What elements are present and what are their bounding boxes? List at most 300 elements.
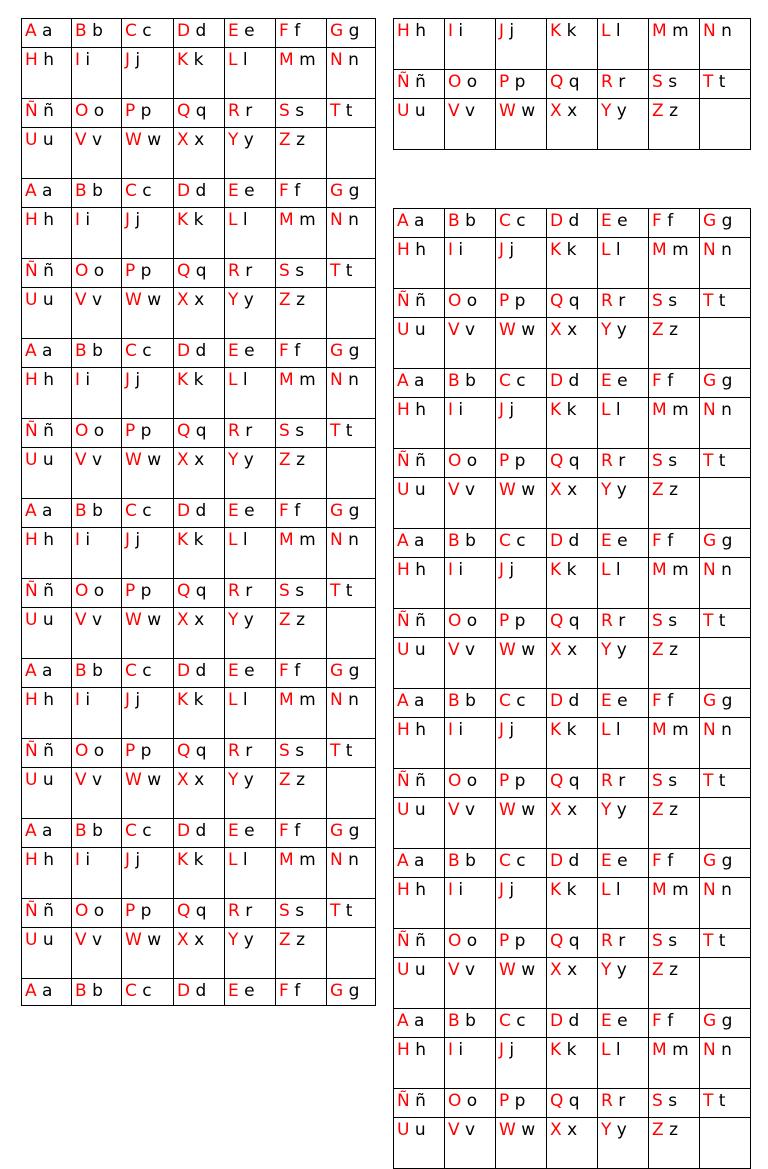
letter-cell [72,179,122,208]
letter-cell [649,1038,700,1089]
alphabet-row [394,1038,751,1089]
lowercase-letter: v [92,290,103,310]
letter-cell [394,289,445,318]
lowercase-letter: s [295,741,305,761]
uppercase-letter: J [499,400,505,420]
lowercase-letter: r [245,261,253,281]
uppercase-letter: V [448,101,460,121]
letter-cell [547,609,598,638]
lowercase-letter: ñ [43,581,54,601]
uppercase-letter: P [499,291,510,311]
letter-cell [72,899,122,928]
letter-cell [276,448,327,499]
uppercase-letter: N [703,560,716,580]
alphabet-row [394,398,751,449]
uppercase-letter: F [279,981,289,1001]
uppercase-letter: E [228,981,239,1001]
uppercase-letter: D [550,531,564,551]
lowercase-letter: l [242,370,248,390]
uppercase-letter: B [448,1011,460,1031]
lowercase-letter: i [458,880,464,900]
uppercase-letter: O [448,291,462,311]
uppercase-letter: J [499,240,505,260]
uppercase-letter: X [550,1120,562,1140]
letter-cell [598,689,649,718]
lowercase-letter: a [42,981,53,1001]
uppercase-letter: C [125,981,137,1001]
lowercase-letter: e [617,851,628,871]
lowercase-letter: n [348,370,359,390]
lowercase-letter: j [509,720,515,740]
lowercase-letter: n [721,720,732,740]
uppercase-letter: X [177,610,189,630]
lowercase-letter: t [718,931,726,951]
lowercase-letter: v [465,101,476,121]
letter-cell [174,659,225,688]
uppercase-letter: K [177,850,189,870]
lowercase-letter: q [195,101,207,121]
letter-cell [22,819,72,848]
lowercase-letter: y [243,770,254,790]
lowercase-letter: u [414,640,426,660]
letter-cell [547,209,598,238]
letter-cell [225,739,276,768]
uppercase-letter: Q [550,771,564,791]
lowercase-letter: ñ [43,901,54,921]
uppercase-letter: G [330,341,344,361]
uppercase-letter: L [601,240,611,260]
alphabet-row [394,99,751,150]
uppercase-letter: I [448,1040,454,1060]
uppercase-letter: K [550,21,562,41]
uppercase-letter: Y [228,770,239,790]
lowercase-letter: l [615,880,621,900]
uppercase-letter: D [177,21,191,41]
lowercase-letter: q [195,901,207,921]
lowercase-letter: k [193,50,204,70]
lowercase-letter: m [672,1040,689,1060]
lowercase-letter: j [509,21,515,41]
letter-cell [225,688,276,739]
uppercase-letter: U [25,130,38,150]
lowercase-letter: t [345,581,353,601]
lowercase-letter: t [718,771,726,791]
letter-cell [700,449,751,478]
uppercase-letter: K [550,560,562,580]
lowercase-letter: v [92,930,103,950]
lowercase-letter: v [465,320,476,340]
lowercase-letter: j [135,210,141,230]
uppercase-letter: R [601,611,613,631]
lowercase-letter: h [43,370,54,390]
letter-cell [598,878,649,929]
letter-cell [547,958,598,1009]
uppercase-letter: F [652,1011,662,1031]
lowercase-letter: f [294,501,301,521]
uppercase-letter: B [448,851,460,871]
letter-cell [327,259,376,288]
lowercase-letter: q [568,1091,580,1111]
uppercase-letter: N [703,21,716,41]
letter-cell [394,718,445,769]
lowercase-letter: c [142,21,152,41]
lowercase-letter: x [194,130,205,150]
uppercase-letter: J [125,210,131,230]
uppercase-letter: U [397,1120,410,1140]
uppercase-letter: O [448,611,462,631]
lowercase-letter: w [147,290,162,310]
alphabet-row [394,689,751,718]
uppercase-letter: T [703,291,714,311]
uppercase-letter: A [25,501,37,521]
lowercase-letter: j [509,1040,515,1060]
uppercase-letter: X [550,320,562,340]
alphabet-row [22,128,376,179]
letter-cell [700,718,751,769]
lowercase-letter: q [568,771,580,791]
lowercase-letter: l [615,1040,621,1060]
letter-cell [122,339,174,368]
lowercase-letter: w [521,800,536,820]
uppercase-letter: M [652,400,667,420]
uppercase-letter: X [177,770,189,790]
uppercase-letter: B [75,501,87,521]
letter-cell [649,318,700,369]
letter-cell [496,798,547,849]
lowercase-letter: d [568,1011,580,1031]
letter-cell [327,368,376,419]
uppercase-letter: Z [652,640,664,660]
letter-cell [22,419,72,448]
letter-cell [225,48,276,99]
letter-cell [394,1089,445,1118]
lowercase-letter: ñ [415,1091,426,1111]
uppercase-letter: D [550,371,564,391]
letter-cell [598,1118,649,1169]
uppercase-letter: J [125,530,131,550]
uppercase-letter: V [75,130,87,150]
letter-cell [700,1089,751,1118]
uppercase-letter: B [75,661,87,681]
letter-cell [72,259,122,288]
lowercase-letter: x [567,640,578,660]
uppercase-letter: Ñ [397,72,410,92]
lowercase-letter: ñ [415,771,426,791]
letter-cell [276,368,327,419]
letter-cell [72,848,122,899]
uppercase-letter: V [75,450,87,470]
lowercase-letter: d [568,691,580,711]
letter-cell [225,899,276,928]
letter-cell [496,238,547,289]
lowercase-letter: c [516,211,526,231]
letter-cell [700,958,751,1009]
lowercase-letter: e [617,371,628,391]
lowercase-letter: z [296,450,305,470]
uppercase-letter: N [330,370,343,390]
lowercase-letter: m [299,690,316,710]
letter-cell [22,768,72,819]
lowercase-letter: w [147,930,162,950]
lowercase-letter: f [294,661,301,681]
lowercase-letter: h [415,560,426,580]
letter-cell [649,1009,700,1038]
uppercase-letter: R [228,581,240,601]
lowercase-letter: z [296,930,305,950]
uppercase-letter: E [228,21,239,41]
lowercase-letter: i [85,690,91,710]
uppercase-letter: N [330,210,343,230]
lowercase-letter: ñ [43,741,54,761]
uppercase-letter: P [499,451,510,471]
letter-cell [700,318,751,369]
uppercase-letter: R [601,771,613,791]
letter-cell [72,288,122,339]
uppercase-letter: Y [601,800,612,820]
lowercase-letter: a [414,371,425,391]
uppercase-letter: D [177,981,191,1001]
lowercase-letter: a [42,661,53,681]
uppercase-letter: B [448,691,460,711]
letter-cell [547,718,598,769]
uppercase-letter: E [601,851,612,871]
lowercase-letter: u [42,450,54,470]
uppercase-letter: Z [279,930,291,950]
lowercase-letter: e [244,181,255,201]
letter-cell [122,288,174,339]
lowercase-letter: g [348,21,360,41]
letter-cell [72,48,122,99]
letter-cell [598,238,649,289]
uppercase-letter: F [279,661,289,681]
uppercase-letter: M [279,370,294,390]
lowercase-letter: j [509,560,515,580]
uppercase-letter: Y [228,130,239,150]
letter-cell [598,449,649,478]
uppercase-letter: G [330,661,344,681]
lowercase-letter: z [296,130,305,150]
uppercase-letter: R [601,1091,613,1111]
uppercase-letter: B [75,821,87,841]
uppercase-letter: R [228,901,240,921]
uppercase-letter: S [652,931,663,951]
lowercase-letter: o [466,931,478,951]
letter-cell [22,259,72,288]
letter-cell [598,289,649,318]
lowercase-letter: x [567,480,578,500]
uppercase-letter: H [25,530,38,550]
letter-cell [225,848,276,899]
letter-cell [547,369,598,398]
letter-cell [700,529,751,558]
uppercase-letter: B [75,21,87,41]
letter-cell [174,19,225,48]
lowercase-letter: x [567,1120,578,1140]
lowercase-letter: z [296,290,305,310]
right-bottom-alphabet-strip [393,208,751,1169]
lowercase-letter: k [566,720,577,740]
lowercase-letter: c [516,1011,526,1031]
uppercase-letter: U [397,480,410,500]
lowercase-letter: f [294,341,301,361]
lowercase-letter: g [721,851,733,871]
lowercase-letter: y [616,320,627,340]
alphabet-row [22,579,376,608]
uppercase-letter: S [652,771,663,791]
uppercase-letter: T [703,1091,714,1111]
lowercase-letter: p [140,901,152,921]
uppercase-letter: O [75,901,89,921]
lowercase-letter: u [414,800,426,820]
letter-cell [445,449,496,478]
lowercase-letter: w [147,130,162,150]
letter-cell [276,48,327,99]
alphabet-row [394,558,751,609]
uppercase-letter: Q [177,581,191,601]
uppercase-letter: K [550,1040,562,1060]
alphabet-row [22,768,376,819]
uppercase-letter: I [448,880,454,900]
lowercase-letter: c [516,531,526,551]
lowercase-letter: z [669,320,678,340]
lowercase-letter: y [243,930,254,950]
uppercase-letter: R [601,451,613,471]
uppercase-letter: Z [652,320,664,340]
uppercase-letter: I [448,400,454,420]
letter-cell [700,478,751,529]
uppercase-letter: X [177,930,189,950]
letter-cell [22,288,72,339]
letter-cell [225,819,276,848]
uppercase-letter: X [550,800,562,820]
lowercase-letter: m [299,210,316,230]
letter-cell [649,19,700,70]
letter-cell [547,558,598,609]
alphabet-row [394,798,751,849]
uppercase-letter: W [125,610,142,630]
uppercase-letter: X [177,450,189,470]
lowercase-letter: x [194,930,205,950]
uppercase-letter: Z [279,450,291,470]
lowercase-letter: b [465,1011,476,1031]
letter-cell [122,99,174,128]
lowercase-letter: j [135,370,141,390]
uppercase-letter: P [499,72,510,92]
letter-cell [598,70,649,99]
lowercase-letter: m [672,880,689,900]
lowercase-letter: o [466,451,478,471]
letter-cell [496,398,547,449]
letter-cell [598,478,649,529]
uppercase-letter: G [330,501,344,521]
lowercase-letter: m [299,850,316,870]
lowercase-letter: a [414,851,425,871]
uppercase-letter: Y [601,101,612,121]
uppercase-letter: G [330,181,344,201]
letter-cell [649,1118,700,1169]
uppercase-letter: L [228,850,238,870]
lowercase-letter: b [92,181,103,201]
lowercase-letter: x [567,800,578,820]
uppercase-letter: Y [601,960,612,980]
uppercase-letter: F [279,341,289,361]
lowercase-letter: e [617,531,628,551]
lowercase-letter: i [85,50,91,70]
lowercase-letter: h [415,21,426,41]
uppercase-letter: C [125,821,137,841]
letter-cell [445,849,496,878]
uppercase-letter: X [550,101,562,121]
uppercase-letter: U [25,290,38,310]
letter-cell [547,1118,598,1169]
lowercase-letter: z [669,640,678,660]
lowercase-letter: o [93,261,105,281]
lowercase-letter: t [345,261,353,281]
letter-cell [72,339,122,368]
uppercase-letter: U [397,101,410,121]
lowercase-letter: b [92,501,103,521]
lowercase-letter: q [195,261,207,281]
alphabet-row [394,1089,751,1118]
uppercase-letter: C [125,181,137,201]
letter-cell [598,849,649,878]
lowercase-letter: d [568,371,580,391]
letter-cell [174,739,225,768]
lowercase-letter: y [616,101,627,121]
letter-cell [445,238,496,289]
letter-cell [445,689,496,718]
uppercase-letter: R [601,931,613,951]
uppercase-letter: S [652,291,663,311]
letter-cell [327,979,376,1006]
letter-cell [598,929,649,958]
lowercase-letter: d [195,981,207,1001]
letter-cell [649,958,700,1009]
letter-cell [174,339,225,368]
uppercase-letter: C [499,371,511,391]
uppercase-letter: Y [228,450,239,470]
letter-cell [225,979,276,1006]
lowercase-letter: d [195,501,207,521]
alphabet-row [394,478,751,529]
letter-cell [122,259,174,288]
lowercase-letter: o [466,771,478,791]
letter-cell [327,659,376,688]
letter-cell [122,208,174,259]
alphabet-row [394,929,751,958]
letter-cell [122,979,174,1006]
lowercase-letter: k [566,880,577,900]
lowercase-letter: a [414,531,425,551]
alphabet-row [394,718,751,769]
letter-cell [122,768,174,819]
letter-cell [327,288,376,339]
alphabet-row [22,288,376,339]
lowercase-letter: y [243,290,254,310]
letter-cell [122,688,174,739]
uppercase-letter: A [25,661,37,681]
uppercase-letter: B [448,211,460,231]
alphabet-row [394,609,751,638]
letter-cell [22,608,72,659]
letter-cell [700,238,751,289]
lowercase-letter: t [718,72,726,92]
lowercase-letter: g [348,501,360,521]
alphabet-row [394,1009,751,1038]
lowercase-letter: f [667,371,674,391]
uppercase-letter: O [75,101,89,121]
letter-cell [327,128,376,179]
